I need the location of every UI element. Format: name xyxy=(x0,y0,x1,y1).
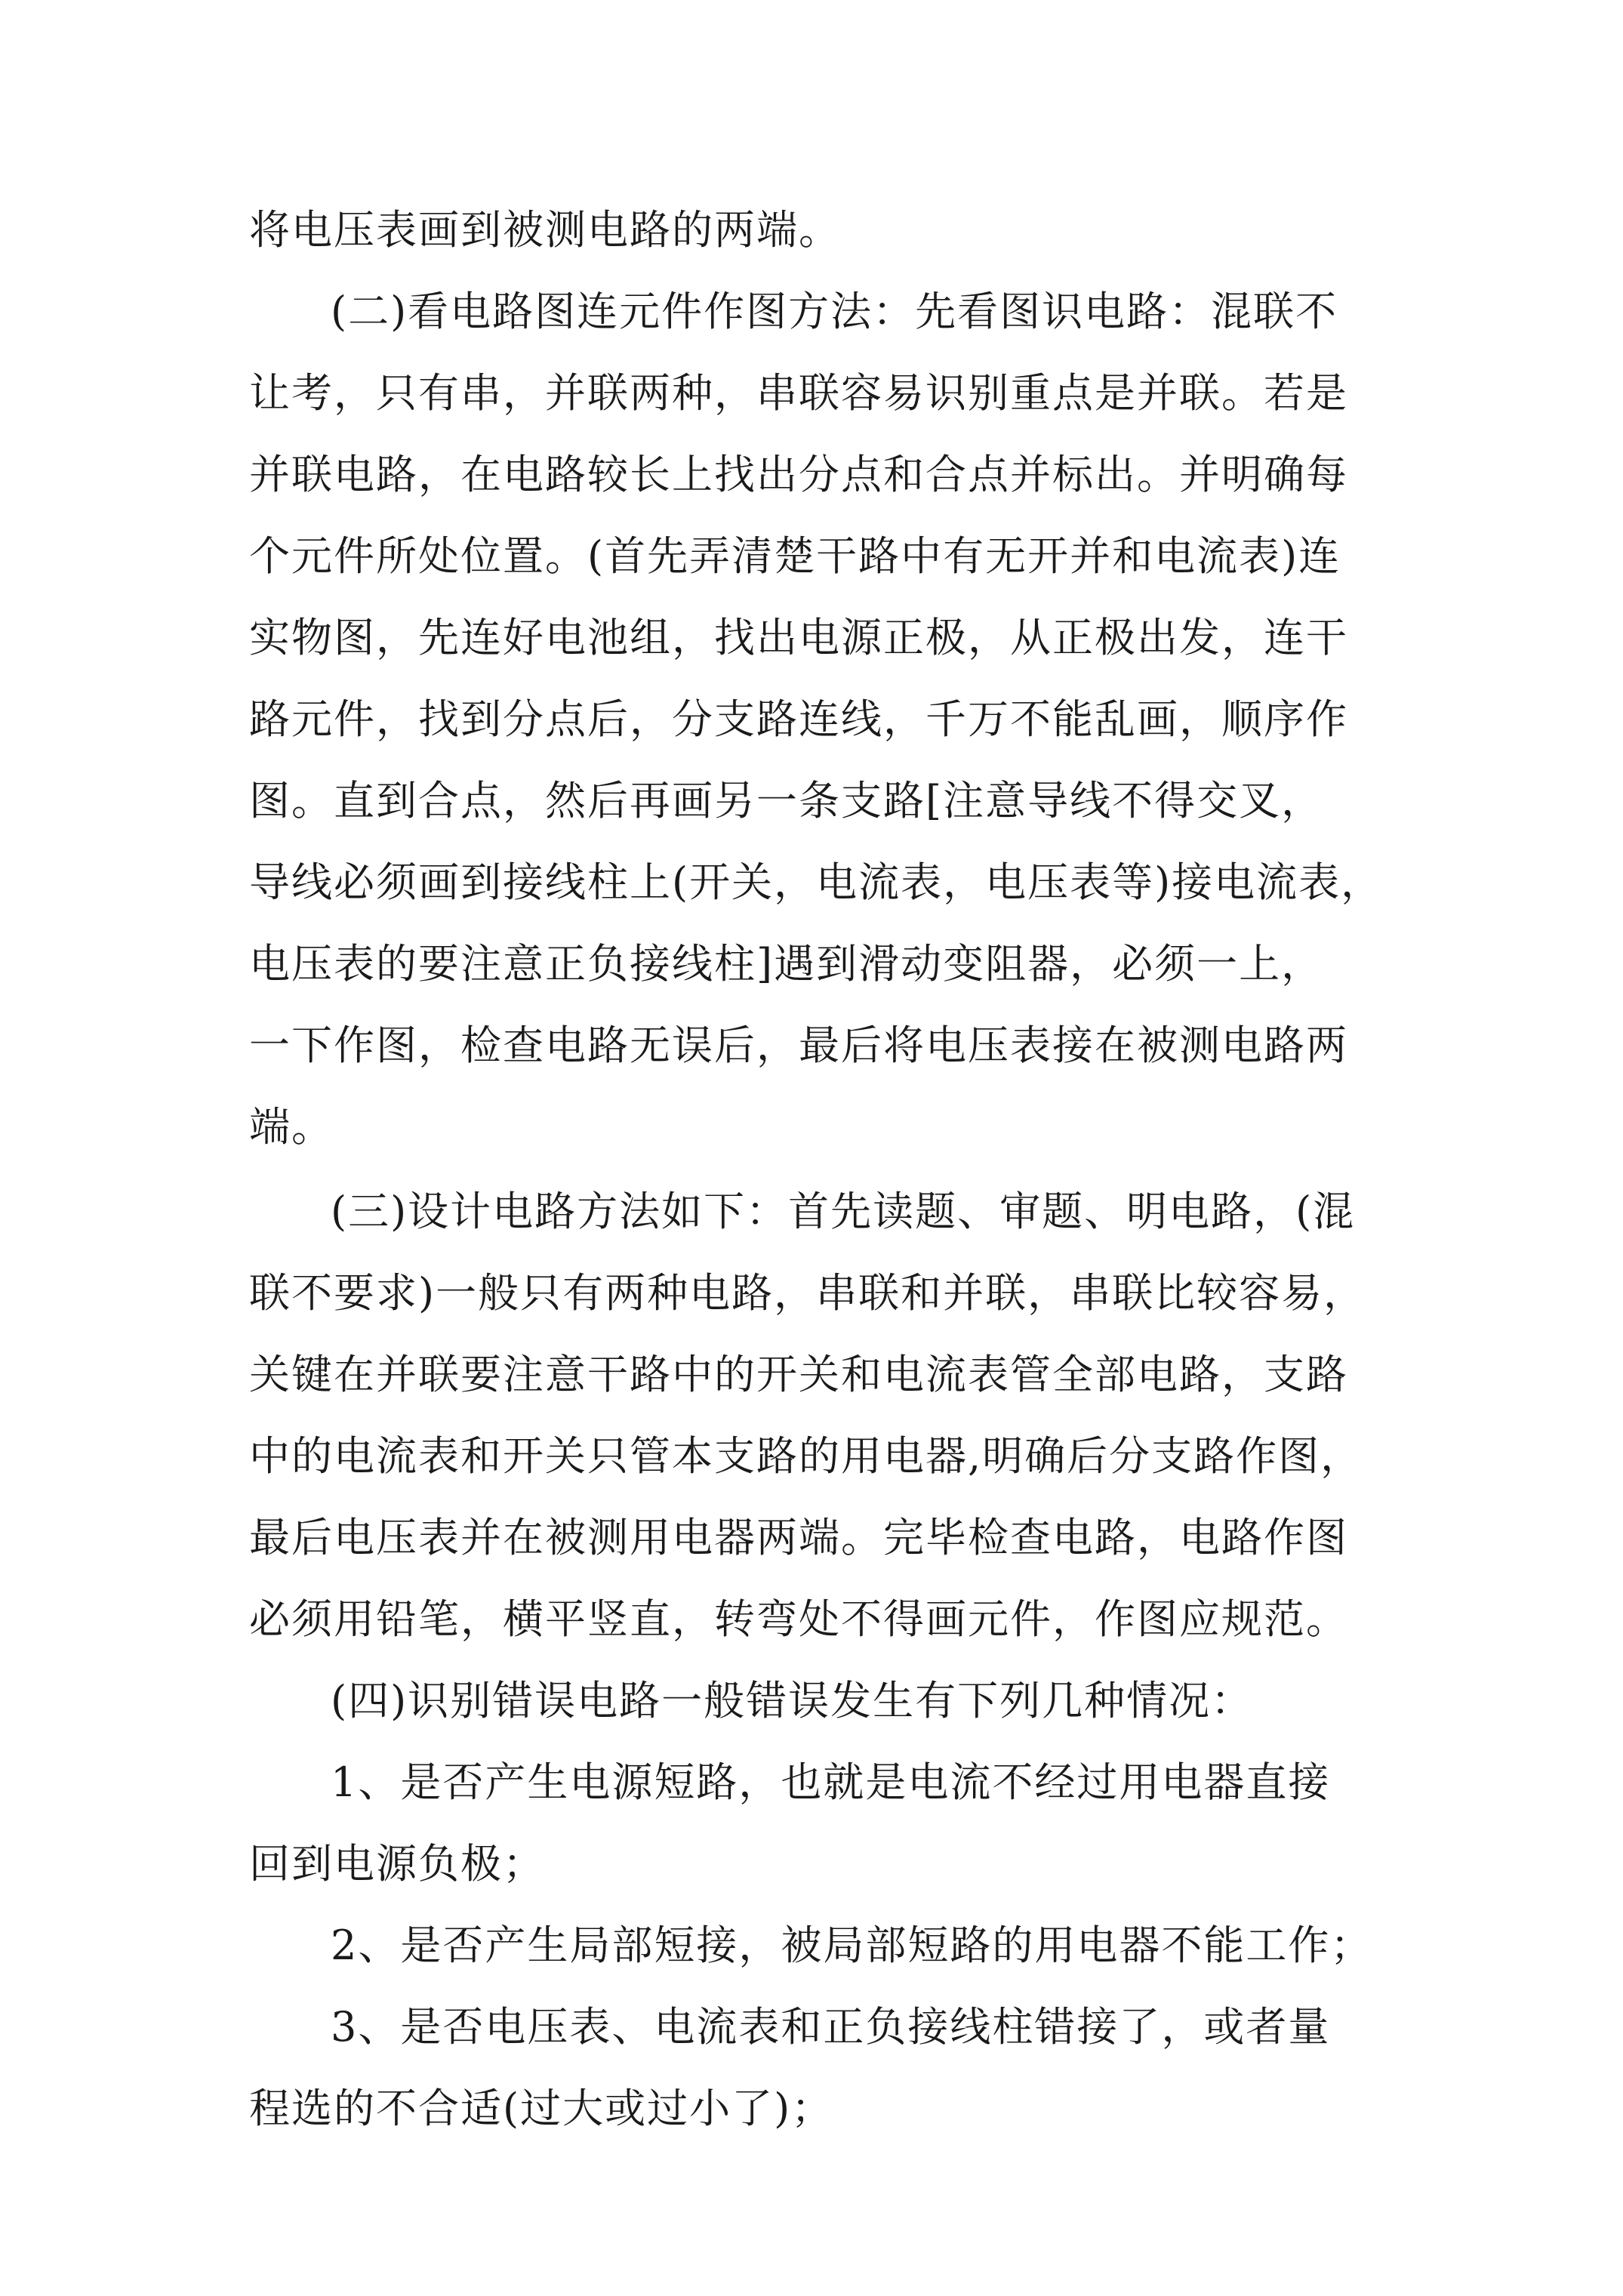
text-line: 必须用铅笔，横平竖直，转弯处不得画元件，作图应规范。 xyxy=(249,1595,1348,1643)
text-line: 端。 xyxy=(249,1103,334,1151)
text-line: 中的电流表和开关只管本支路的用电器,明确后分支路作图， xyxy=(249,1432,1363,1480)
text-line: (二)看电路图连元件作图方法：先看图识电路：混联不 xyxy=(331,288,1338,335)
text-line: (三)设计电路方法如下：首先读题、审题、明电路，(混 xyxy=(331,1188,1356,1235)
text-line: 关键在并联要注意干路中的开关和电流表管全部电路，支路 xyxy=(249,1351,1348,1398)
text-line: 3、是否电压表、电流表和正负接线柱错接了，或者量 xyxy=(331,2003,1331,2051)
text-line: 联不要求)一般只有两种电路，串联和并联，串联比较容易， xyxy=(249,1269,1366,1317)
text-line: 最后电压表并在被测用电器两端。完毕检查电路，电路作图 xyxy=(249,1514,1348,1561)
text-line: 并联电路，在电路较长上找出分点和合点并标出。并明确每 xyxy=(249,451,1348,498)
text-line: 实物图，先连好电池组，找出电源正极，从正极出发，连干 xyxy=(249,614,1348,661)
text-line: 电压表的要注意正负接线柱]遇到滑动变阻器，必须一上， xyxy=(249,940,1324,988)
text-line: 2、是否产生局部短接，被局部短路的用电器不能工作； xyxy=(331,1922,1373,1969)
text-line: 一下作图，检查电路无误后，最后将电压表接在被测电路两 xyxy=(249,1022,1348,1069)
text-line: 路元件，找到分点后，分支路连线，千万不能乱画，顺序作 xyxy=(249,695,1348,743)
text-line: 程选的不合适(过大或过小了)； xyxy=(249,2085,834,2132)
text-line: 导线必须画到接线柱上(开关，电流表，电压表等)接电流表， xyxy=(249,858,1384,906)
text-line: 让考，只有串，并联两种，串联容易识别重点是并联。若是 xyxy=(249,369,1348,417)
text-line: (四)识别错误电路一般错误发生有下列几种情况： xyxy=(331,1677,1254,1724)
text-line: 回到电源负极； xyxy=(249,1840,545,1888)
text-line: 个元件所处位置。(首先弄清楚干路中有无开并和电流表)连 xyxy=(249,532,1341,580)
text-line: 将电压表画到被测电路的两端。 xyxy=(249,206,841,254)
text-line: 图。直到合点，然后再画另一条支路[注意导线不得交叉， xyxy=(249,777,1324,824)
text-line: 1、是否产生电源短路，也就是电流不经过用电器直接 xyxy=(331,1758,1331,1806)
